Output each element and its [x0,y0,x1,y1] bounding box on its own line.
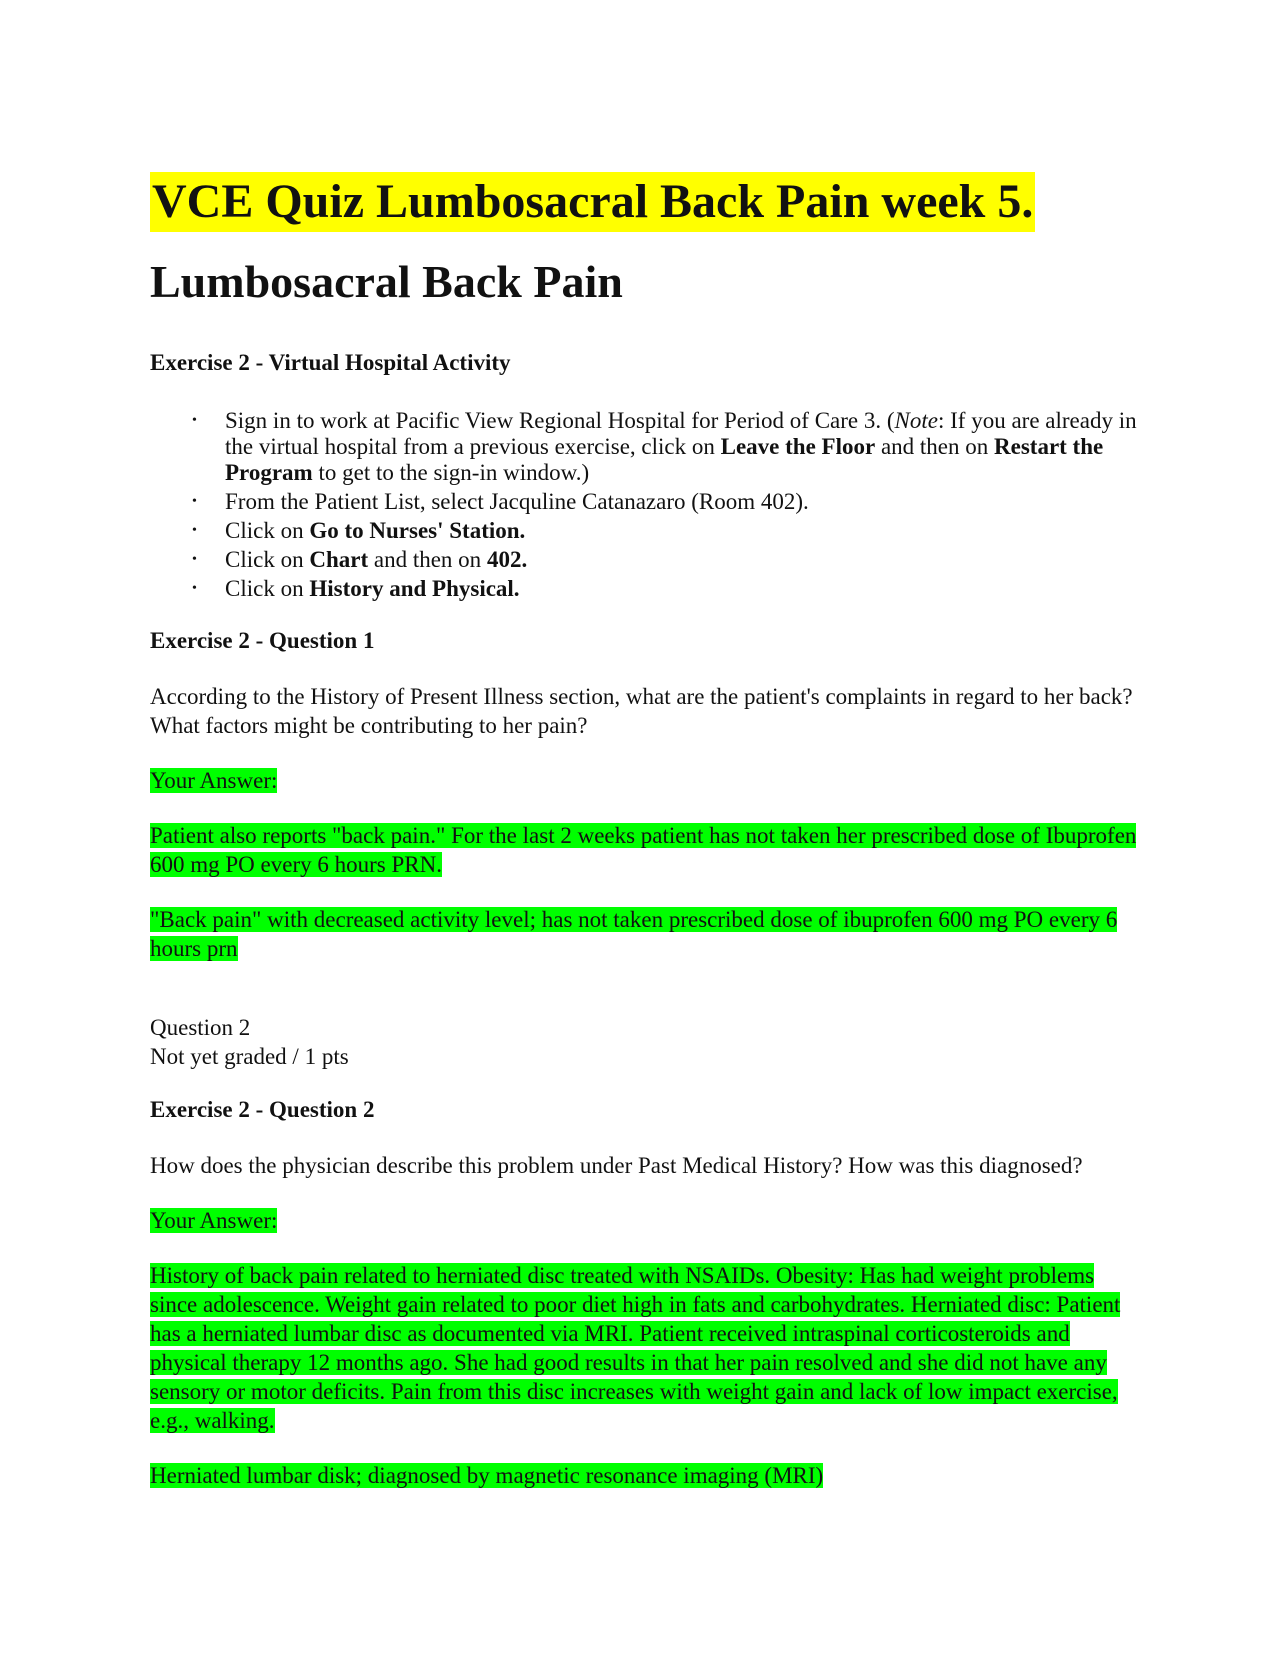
q2-answer-label: Your Answer: [150,1208,278,1233]
list-item: • Click on Go to Nurses' Station. [225,518,1140,544]
q2-grade: Not yet graded / 1 pts [150,1044,349,1069]
q1-question: According to the History of Present Illness section, what are the patient's complaints in regard to her back? What factors might be contributing to her pain? [150,684,1133,738]
list-item: • Click on History and Physical. [225,576,1140,602]
q2-heading: Exercise 2 - Question 2 [150,1097,375,1122]
list-item: • Click on Chart and then on 402. [225,547,1140,573]
list-item: • Sign in to work at Pacific View Regional Hospital for Period of Care 3. (Note: If you are already in the virtual hospital from a previous exercise, click on Leave the Floor and then on Restart the Program to get to the sign-in window.) [225,408,1140,486]
q2-answer-2: Herniated lumbar disk; diagnosed by magnetic resonance imaging (MRI) [150,1463,824,1488]
document-title: VCE Quiz Lumbosacral Back Pain week 5. [150,172,1035,232]
q2-question: How does the physician describe this problem under Past Medical History? How was this diagnosed? [150,1153,1083,1178]
q1-answer-label: Your Answer: [150,768,278,793]
q2-label: Question 2 [150,1015,251,1040]
instruction-list [150,408,1140,602]
q1-answer-1: Patient also reports "back pain." For the last 2 weeks patient has not taken her prescribed dose of Ibuprofen 600 mg PO every 6 hours PRN. [150,823,1137,877]
activity-heading: Exercise 2 - Virtual Hospital Activity [150,350,511,375]
q1-heading: Exercise 2 - Question 1 [150,628,375,653]
q2-answer-1: History of back pain related to herniated disc treated with NSAIDs. Obesity: Has had weight problems since adolescence. Weight gain related to poor diet high in fats and carbohydrates. Herniated disc: Patient has a herniated lumbar disc as documented via MRI. Patient received intraspinal corticosteroids and physical therapy 12 months ago. She had good results in that her pain resolved and she did not have any sensory or motor deficits. Pain from this disc increases with weight gain and lack of low impact exercise, e.g., walking. [150,1263,1121,1433]
q1-answer-2: "Back pain" with decreased activity level; has not taken prescribed dose of ibuprofen 600 mg PO every 6 hours prn [150,907,1118,961]
document-page [150,172,1140,1490]
list-item: • From the Patient List, select Jacquline Catanazaro (Room 402). [225,489,1140,515]
document-subtitle: Lumbosacral Back Pain [150,256,623,307]
